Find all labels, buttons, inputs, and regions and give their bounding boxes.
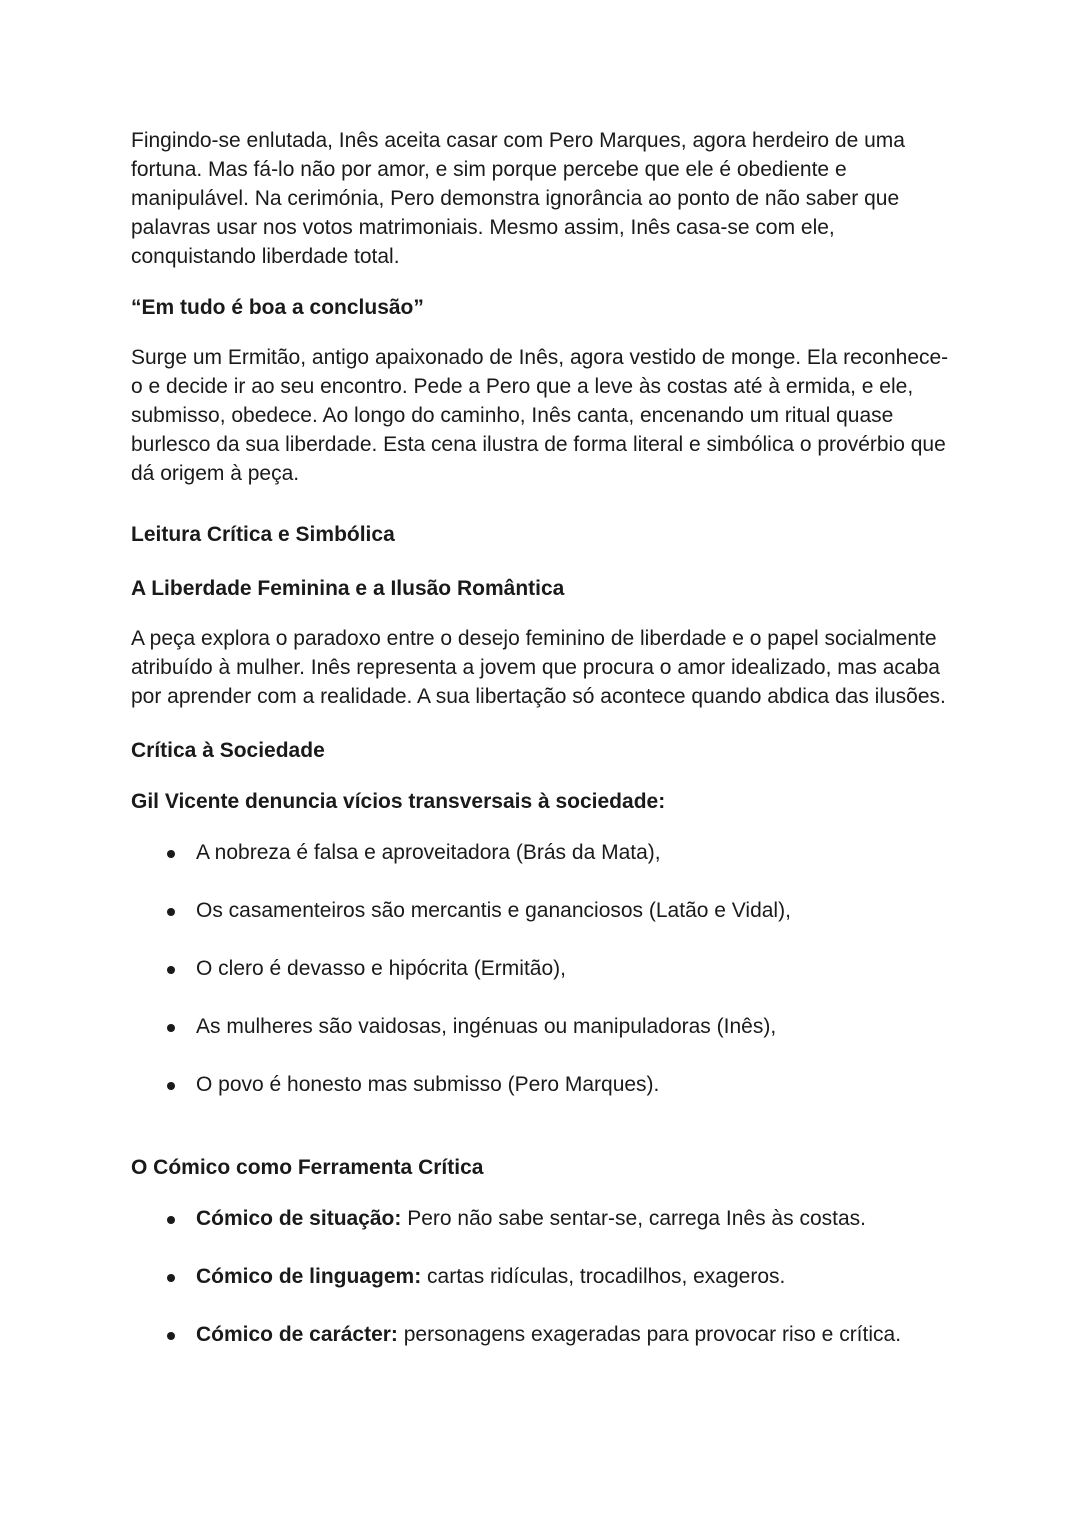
bullet-icon [167, 1274, 175, 1282]
list-item [131, 896, 951, 925]
intro-paragraph: Fingindo-se enlutada, Inês aceita casar com Pero Marques, agora herdeiro de uma fortuna. Mas fá-lo não por amor, e sim porque percebe que ele é obediente e manipulável. Na cerimónia, Pero demonstra ignorância ao ponto de não saber que palavras usar nos votos matrimoniais. Mesmo assim, Inês casa-se com ele, conquistando liberdade total. [131, 129, 905, 268]
list-item-text: Pero não sabe sentar-se, carrega Inês às costas. [401, 1207, 866, 1230]
section-heading-comico: O Cómico como Ferramenta Crítica [131, 1156, 484, 1179]
bullet-icon [167, 1216, 175, 1224]
list-item-lead: Cómico de carácter: [196, 1323, 398, 1346]
liberdade-paragraph: A peça explora o paradoxo entre o desejo feminino de liberdade e o papel socialmente atribuído à mulher. Inês representa a jovem que procura o amor idealizado, mas acaba por aprender com a realidade. A sua libertação só acontece quando abdica das ilusões. [131, 627, 946, 708]
list-item-text: Os casamenteiros são mercantis e gananciosos (Latão e Vidal), [196, 899, 791, 922]
bullet-icon [167, 1332, 175, 1340]
section-heading-conclusao: “Em tudo é boa a conclusão” [131, 296, 424, 319]
bullet-icon [167, 966, 175, 974]
list-item [131, 1204, 951, 1233]
list-item [131, 1012, 951, 1041]
bullet-icon [167, 1024, 175, 1032]
list-item-text: O povo é honesto mas submisso (Pero Marques). [196, 1073, 660, 1096]
list-item-lead: Cómico de situação: [196, 1207, 402, 1230]
list-item-lead: Cómico de linguagem: [196, 1265, 422, 1288]
list-item [131, 1262, 951, 1291]
section-heading-liberdade: A Liberdade Feminina e a Ilusão Romântica [131, 577, 565, 600]
bullet-icon [167, 1082, 175, 1090]
section-heading-leitura: Leitura Crítica e Simbólica [131, 523, 395, 546]
list-item [131, 838, 951, 867]
section-heading-critica: Crítica à Sociedade [131, 739, 325, 762]
critica-subheading: Gil Vicente denuncia vícios transversais à sociedade: [131, 790, 666, 813]
bullet-icon [167, 850, 175, 858]
list-item [131, 1070, 951, 1099]
list-item-text: personagens exageradas para provocar riso e crítica. [397, 1323, 902, 1346]
list-item [131, 1320, 951, 1349]
list-item-text: cartas ridículas, trocadilhos, exageros. [421, 1265, 786, 1288]
list-item-text: As mulheres são vaidosas, ingénuas ou manipuladoras (Inês), [196, 1015, 777, 1038]
comico-list [131, 1204, 951, 1349]
list-item [131, 954, 951, 983]
bullet-icon [167, 908, 175, 916]
conclusao-paragraph: Surge um Ermitão, antigo apaixonado de Inês, agora vestido de monge. Ela reconhece-o e decide ir ao seu encontro. Pede a Pero que a leve às costas até à ermida, e ele, submisso, obedece. Ao longo do caminho, Inês canta, encenando um ritual quase burlesco da sua liberdade. Esta cena ilustra de forma literal e simbólica o provérbio que dá origem à peça. [131, 346, 949, 485]
list-item-text: A nobreza é falsa e aproveitadora (Brás da Mata), [196, 841, 661, 864]
list-item-text: O clero é devasso e hipócrita (Ermitão), [196, 957, 566, 980]
critica-list [131, 838, 951, 1099]
document-page [131, 126, 951, 1349]
